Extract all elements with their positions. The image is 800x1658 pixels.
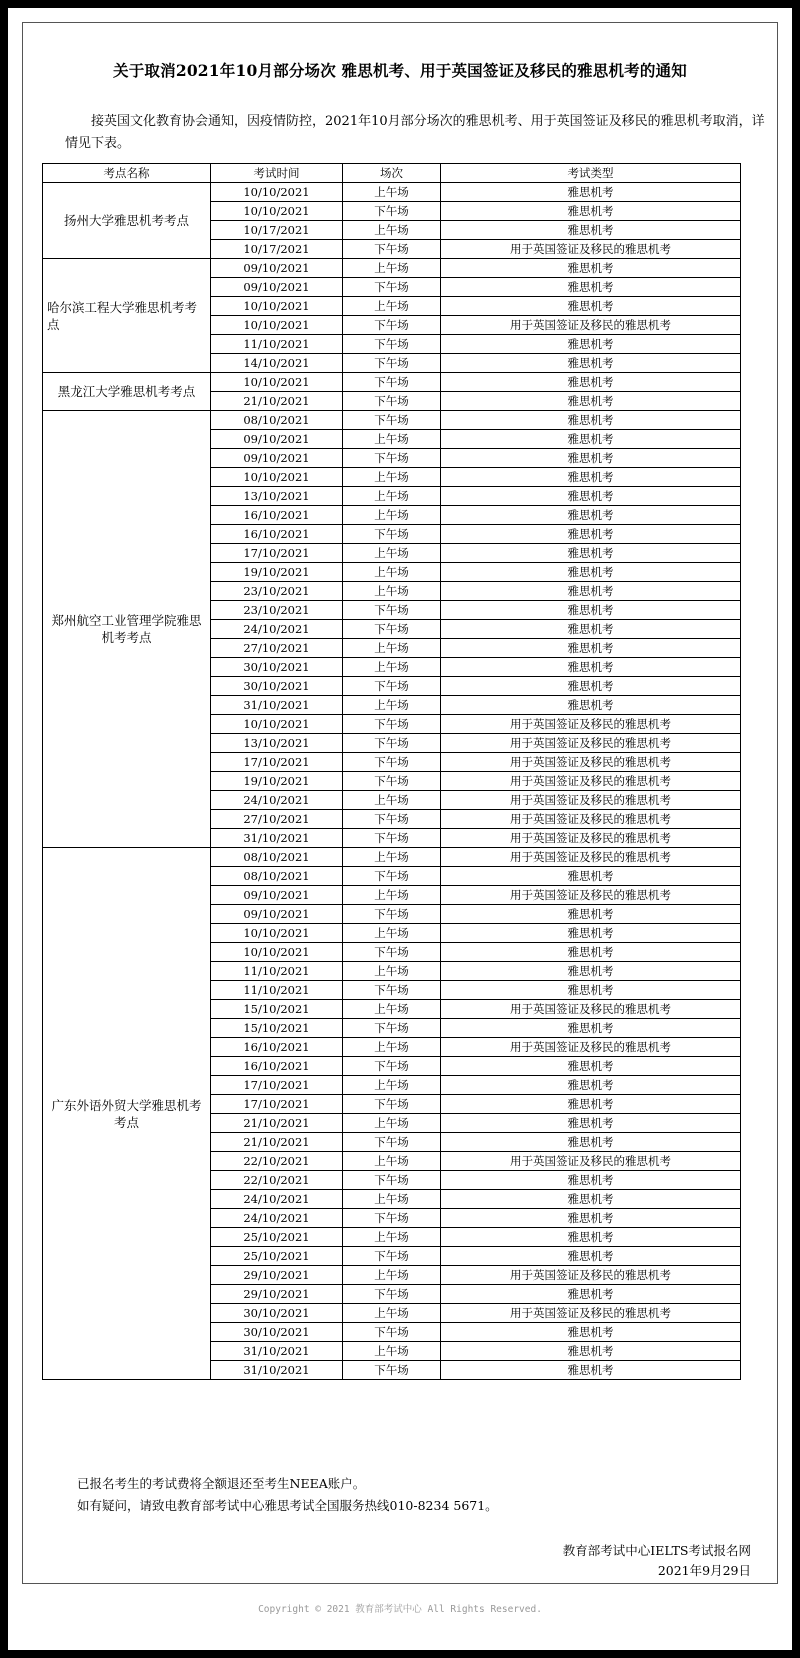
date-cell: 10/10/2021 (211, 924, 343, 943)
date-cell: 31/10/2021 (211, 829, 343, 848)
session-cell: 下午场 (343, 943, 441, 962)
session-cell: 下午场 (343, 1133, 441, 1152)
session-cell: 下午场 (343, 677, 441, 696)
date-cell: 31/10/2021 (211, 1361, 343, 1380)
table-row (43, 183, 741, 202)
date-cell: 17/10/2021 (211, 753, 343, 772)
exam-type-cell: 雅思机考 (441, 1190, 741, 1209)
exam-type-cell: 雅思机考 (441, 696, 741, 715)
header-date: 考试时间 (211, 164, 343, 183)
session-cell: 上午场 (343, 1190, 441, 1209)
notice-title: 关于取消2021年10月部分场次 雅思机考、用于英国签证及移民的雅思机考的通知 (113, 61, 687, 80)
venue-name-cell: 黑龙江大学雅思机考考点 (43, 373, 211, 411)
exam-type-cell: 用于英国签证及移民的雅思机考 (441, 829, 741, 848)
session-cell: 上午场 (343, 1000, 441, 1019)
exam-type-cell: 雅思机考 (441, 373, 741, 392)
session-cell: 下午场 (343, 411, 441, 430)
refund-note: 已报名考生的考试费将全额退还至考生NEEA账户。 (77, 1476, 366, 1491)
session-cell: 上午场 (343, 658, 441, 677)
session-cell: 下午场 (343, 1095, 441, 1114)
date-cell: 21/10/2021 (211, 392, 343, 411)
date-cell: 24/10/2021 (211, 620, 343, 639)
exam-type-cell: 雅思机考 (441, 183, 741, 202)
session-cell: 上午场 (343, 639, 441, 658)
exam-type-cell: 雅思机考 (441, 981, 741, 1000)
session-cell: 下午场 (343, 1285, 441, 1304)
date-cell: 08/10/2021 (211, 411, 343, 430)
exam-type-cell: 雅思机考 (441, 449, 741, 468)
session-cell: 上午场 (343, 506, 441, 525)
date-cell: 16/10/2021 (211, 1038, 343, 1057)
exam-type-cell: 用于英国签证及移民的雅思机考 (441, 886, 741, 905)
exam-type-cell: 雅思机考 (441, 943, 741, 962)
session-cell: 下午场 (343, 335, 441, 354)
session-cell: 上午场 (343, 696, 441, 715)
date-cell: 17/10/2021 (211, 1095, 343, 1114)
date-cell: 16/10/2021 (211, 1057, 343, 1076)
session-cell: 下午场 (343, 981, 441, 1000)
exam-type-cell: 雅思机考 (441, 1133, 741, 1152)
date-cell: 09/10/2021 (211, 449, 343, 468)
date-cell: 31/10/2021 (211, 696, 343, 715)
exam-type-cell: 雅思机考 (441, 411, 741, 430)
cancellation-table (42, 163, 741, 1380)
session-cell: 上午场 (343, 791, 441, 810)
exam-type-cell: 雅思机考 (441, 905, 741, 924)
exam-type-cell: 雅思机考 (441, 487, 741, 506)
session-cell: 上午场 (343, 1342, 441, 1361)
date-cell: 30/10/2021 (211, 658, 343, 677)
date-cell: 16/10/2021 (211, 525, 343, 544)
exam-type-cell: 雅思机考 (441, 658, 741, 677)
date-cell: 09/10/2021 (211, 905, 343, 924)
session-cell: 下午场 (343, 620, 441, 639)
exam-type-cell: 雅思机考 (441, 1361, 741, 1380)
exam-type-cell: 用于英国签证及移民的雅思机考 (441, 791, 741, 810)
date-cell: 09/10/2021 (211, 278, 343, 297)
date-cell: 30/10/2021 (211, 1323, 343, 1342)
date-cell: 24/10/2021 (211, 1209, 343, 1228)
exam-type-cell: 雅思机考 (441, 1285, 741, 1304)
session-cell: 上午场 (343, 1266, 441, 1285)
date-cell: 21/10/2021 (211, 1114, 343, 1133)
exam-type-cell: 用于英国签证及移民的雅思机考 (441, 753, 741, 772)
session-cell: 下午场 (343, 354, 441, 373)
date-cell: 13/10/2021 (211, 487, 343, 506)
session-cell: 上午场 (343, 962, 441, 981)
table-row (43, 848, 741, 867)
date-cell: 23/10/2021 (211, 582, 343, 601)
exam-type-cell: 雅思机考 (441, 297, 741, 316)
date-cell: 21/10/2021 (211, 1133, 343, 1152)
session-cell: 下午场 (343, 392, 441, 411)
date-cell: 27/10/2021 (211, 810, 343, 829)
session-cell: 下午场 (343, 601, 441, 620)
session-cell: 上午场 (343, 487, 441, 506)
date-cell: 08/10/2021 (211, 867, 343, 886)
exam-type-cell: 雅思机考 (441, 544, 741, 563)
table-body (43, 183, 741, 1380)
exam-type-cell: 用于英国签证及移民的雅思机考 (441, 1304, 741, 1323)
session-cell: 下午场 (343, 278, 441, 297)
session-cell: 下午场 (343, 715, 441, 734)
exam-type-cell: 雅思机考 (441, 677, 741, 696)
session-cell: 下午场 (343, 316, 441, 335)
date-cell: 13/10/2021 (211, 734, 343, 753)
session-cell: 下午场 (343, 1057, 441, 1076)
signature-org: 教育部考试中心IELTS考试报名网 (562, 1543, 751, 1558)
session-cell: 上午场 (343, 1038, 441, 1057)
exam-type-cell: 雅思机考 (441, 1057, 741, 1076)
date-cell: 10/10/2021 (211, 297, 343, 316)
session-cell: 上午场 (343, 221, 441, 240)
session-cell: 下午场 (343, 1019, 441, 1038)
signature (563, 1541, 751, 1581)
date-cell: 09/10/2021 (211, 886, 343, 905)
exam-type-cell: 雅思机考 (441, 962, 741, 981)
session-cell: 上午场 (343, 183, 441, 202)
date-cell: 17/10/2021 (211, 544, 343, 563)
date-cell: 10/10/2021 (211, 468, 343, 487)
exam-type-cell: 雅思机考 (441, 582, 741, 601)
venue-name-cell: 广东外语外贸大学雅思机考考点 (43, 848, 211, 1380)
table-row (43, 411, 741, 430)
table-row (43, 373, 741, 392)
exam-type-cell: 雅思机考 (441, 563, 741, 582)
session-cell: 下午场 (343, 734, 441, 753)
session-cell: 下午场 (343, 373, 441, 392)
exam-type-cell: 用于英国签证及移民的雅思机考 (441, 1266, 741, 1285)
exam-type-cell: 雅思机考 (441, 620, 741, 639)
session-cell: 下午场 (343, 1171, 441, 1190)
date-cell: 30/10/2021 (211, 1304, 343, 1323)
session-cell: 上午场 (343, 430, 441, 449)
exam-type-cell: 雅思机考 (441, 639, 741, 658)
date-cell: 08/10/2021 (211, 848, 343, 867)
session-cell: 上午场 (343, 1228, 441, 1247)
notice-intro: 接英国文化教育协会通知，因疫情防控，2021年10月部分场次的雅思机考、用于英国签证及移民的雅思机考取消，详情见下表。 (65, 114, 765, 151)
date-cell: 22/10/2021 (211, 1152, 343, 1171)
notice-document (22, 22, 778, 1584)
exam-type-cell: 用于英国签证及移民的雅思机考 (441, 1000, 741, 1019)
exam-type-cell: 雅思机考 (441, 924, 741, 943)
date-cell: 27/10/2021 (211, 639, 343, 658)
header-type: 考试类型 (441, 164, 741, 183)
exam-type-cell: 雅思机考 (441, 1171, 741, 1190)
date-cell: 09/10/2021 (211, 430, 343, 449)
session-cell: 下午场 (343, 1209, 441, 1228)
exam-type-cell: 雅思机考 (441, 506, 741, 525)
exam-type-cell: 雅思机考 (441, 1247, 741, 1266)
date-cell: 31/10/2021 (211, 1342, 343, 1361)
exam-type-cell: 雅思机考 (441, 468, 741, 487)
session-cell: 上午场 (343, 582, 441, 601)
date-cell: 29/10/2021 (211, 1285, 343, 1304)
venue-name-cell: 哈尔滨工程大学雅思机考考点 (43, 259, 211, 373)
session-cell: 上午场 (343, 924, 441, 943)
date-cell: 24/10/2021 (211, 791, 343, 810)
date-cell: 10/10/2021 (211, 183, 343, 202)
session-cell: 上午场 (343, 544, 441, 563)
date-cell: 24/10/2021 (211, 1190, 343, 1209)
table-header-row (43, 164, 741, 183)
exam-type-cell: 用于英国签证及移民的雅思机考 (441, 1152, 741, 1171)
session-cell: 上午场 (343, 1076, 441, 1095)
exam-type-cell: 雅思机考 (441, 354, 741, 373)
session-cell: 下午场 (343, 905, 441, 924)
exam-type-cell: 雅思机考 (441, 601, 741, 620)
date-cell: 15/10/2021 (211, 1019, 343, 1038)
exam-type-cell: 用于英国签证及移民的雅思机考 (441, 1038, 741, 1057)
table-row (43, 259, 741, 278)
exam-type-cell: 雅思机考 (441, 221, 741, 240)
exam-type-cell: 用于英国签证及移民的雅思机考 (441, 734, 741, 753)
date-cell: 19/10/2021 (211, 563, 343, 582)
date-cell: 19/10/2021 (211, 772, 343, 791)
date-cell: 11/10/2021 (211, 981, 343, 1000)
exam-type-cell: 雅思机考 (441, 1342, 741, 1361)
session-cell: 下午场 (343, 525, 441, 544)
date-cell: 10/10/2021 (211, 202, 343, 221)
session-cell: 下午场 (343, 867, 441, 886)
date-cell: 15/10/2021 (211, 1000, 343, 1019)
copyright-text: Copyright © 2021 教育部考试中心 All Rights Reserved. (258, 1604, 542, 1615)
date-cell: 10/10/2021 (211, 943, 343, 962)
session-cell: 下午场 (343, 753, 441, 772)
date-cell: 22/10/2021 (211, 1171, 343, 1190)
signature-date: 2021年9月29日 (657, 1563, 751, 1578)
exam-type-cell: 雅思机考 (441, 1228, 741, 1247)
exam-type-cell: 用于英国签证及移民的雅思机考 (441, 715, 741, 734)
exam-type-cell: 雅思机考 (441, 278, 741, 297)
session-cell: 下午场 (343, 202, 441, 221)
session-cell: 下午场 (343, 810, 441, 829)
session-cell: 下午场 (343, 1323, 441, 1342)
session-cell: 上午场 (343, 1152, 441, 1171)
session-cell: 上午场 (343, 563, 441, 582)
date-cell: 30/10/2021 (211, 677, 343, 696)
session-cell: 下午场 (343, 772, 441, 791)
exam-type-cell: 雅思机考 (441, 1323, 741, 1342)
date-cell: 11/10/2021 (211, 335, 343, 354)
hotline-note: 如有疑问，请致电教育部考试中心雅思考试全国服务热线010-8234 5671。 (77, 1498, 498, 1513)
page (8, 8, 792, 1650)
date-cell: 10/10/2021 (211, 715, 343, 734)
exam-type-cell: 用于英国签证及移民的雅思机考 (441, 316, 741, 335)
date-cell: 29/10/2021 (211, 1266, 343, 1285)
venue-name-cell: 郑州航空工业管理学院雅思机考考点 (43, 411, 211, 848)
exam-type-cell: 雅思机考 (441, 259, 741, 278)
date-cell: 14/10/2021 (211, 354, 343, 373)
exam-type-cell: 用于英国签证及移民的雅思机考 (441, 848, 741, 867)
date-cell: 09/10/2021 (211, 259, 343, 278)
session-cell: 下午场 (343, 449, 441, 468)
exam-type-cell: 雅思机考 (441, 392, 741, 411)
date-cell: 10/10/2021 (211, 373, 343, 392)
session-cell: 上午场 (343, 297, 441, 316)
session-cell: 上午场 (343, 886, 441, 905)
date-cell: 17/10/2021 (211, 1076, 343, 1095)
exam-type-cell: 雅思机考 (441, 1019, 741, 1038)
session-cell: 上午场 (343, 1304, 441, 1323)
exam-type-cell: 雅思机考 (441, 1095, 741, 1114)
exam-type-cell: 雅思机考 (441, 1076, 741, 1095)
exam-type-cell: 雅思机考 (441, 1114, 741, 1133)
session-cell: 上午场 (343, 259, 441, 278)
date-cell: 16/10/2021 (211, 506, 343, 525)
date-cell: 11/10/2021 (211, 962, 343, 981)
exam-type-cell: 雅思机考 (441, 430, 741, 449)
exam-type-cell: 雅思机考 (441, 335, 741, 354)
header-session: 场次 (343, 164, 441, 183)
date-cell: 10/17/2021 (211, 221, 343, 240)
date-cell: 10/17/2021 (211, 240, 343, 259)
exam-type-cell: 雅思机考 (441, 1209, 741, 1228)
date-cell: 25/10/2021 (211, 1228, 343, 1247)
venue-name-cell: 扬州大学雅思机考考点 (43, 183, 211, 259)
session-cell: 上午场 (343, 848, 441, 867)
header-venue: 考点名称 (43, 164, 211, 183)
session-cell: 下午场 (343, 829, 441, 848)
date-cell: 10/10/2021 (211, 316, 343, 335)
session-cell: 上午场 (343, 1114, 441, 1133)
exam-type-cell: 雅思机考 (441, 525, 741, 544)
exam-type-cell: 雅思机考 (441, 202, 741, 221)
footer-notes (77, 1473, 498, 1517)
session-cell: 下午场 (343, 240, 441, 259)
exam-type-cell: 用于英国签证及移民的雅思机考 (441, 772, 741, 791)
session-cell: 下午场 (343, 1247, 441, 1266)
session-cell: 上午场 (343, 468, 441, 487)
exam-type-cell: 用于英国签证及移民的雅思机考 (441, 240, 741, 259)
exam-type-cell: 雅思机考 (441, 867, 741, 886)
session-cell: 下午场 (343, 1361, 441, 1380)
date-cell: 23/10/2021 (211, 601, 343, 620)
date-cell: 25/10/2021 (211, 1247, 343, 1266)
exam-type-cell: 用于英国签证及移民的雅思机考 (441, 810, 741, 829)
